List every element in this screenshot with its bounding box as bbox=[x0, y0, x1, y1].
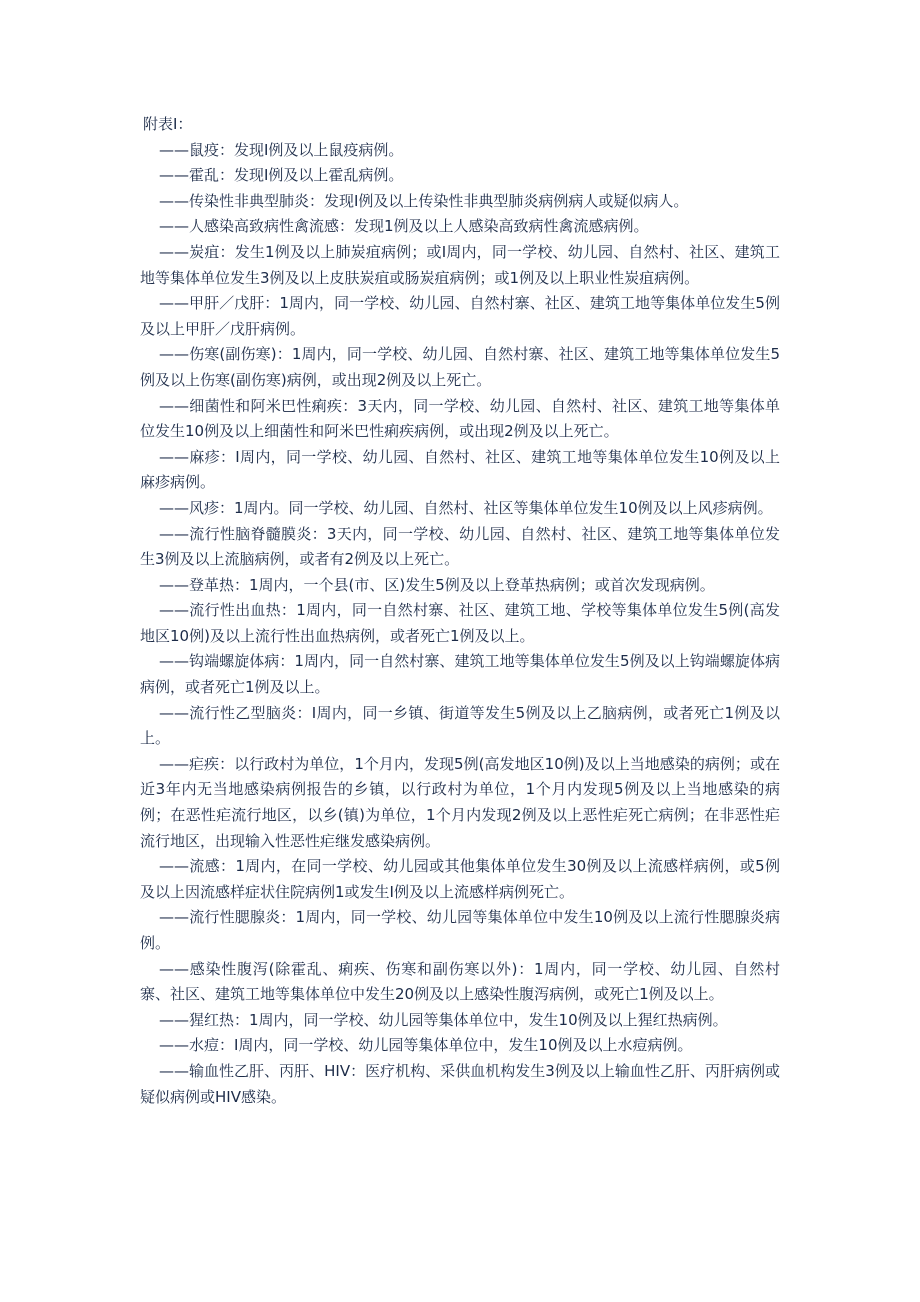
criteria-paragraph: ——输血性乙肝、丙肝、HIV：医疗机构、采供血机构发生3例及以上输血性乙肝、丙肝病例或疑似病例或HIV感染。 bbox=[140, 1061, 780, 1106]
criteria-paragraph: ——猩红热：1周内，同一学校、幼儿园等集体单位中，发生10例及以上猩红热病例。 bbox=[159, 1010, 728, 1029]
criteria-paragraph: ——流行性腮腺炎：1周内，同一学校、幼儿园等集体单位中发生10例及以上流行性腮腺炎病例。 bbox=[140, 908, 780, 952]
criteria-paragraph: ——甲肝／戊肝：1周内，同一学校、幼儿园、自然村寨、社区、建筑工地等集体单位发生5例及以上甲肝／戊肝病例。 bbox=[140, 294, 780, 338]
criteria-paragraph: ——流行性乙型脑炎：Ⅰ周内，同一乡镇、街道等发生5例及以上乙脑病例，或者死亡1例及以上。 bbox=[140, 703, 780, 748]
criteria-paragraph: ——鼠疫：发现Ⅰ例及以上鼠疫病例。 bbox=[159, 140, 404, 159]
criteria-paragraph: ——风疹：1周内。同一学校、幼儿园、自然村、社区等集体单位发生10例及以上风疹病例。 bbox=[159, 498, 773, 517]
criteria-paragraph: ——钩端螺旋体病：1周内，同一自然村寨、建筑工地等集体单位发生5例及以上钩端螺旋体病病例，或者死亡1例及以上。 bbox=[140, 652, 780, 697]
document-title: 附表Ⅰ： bbox=[143, 115, 193, 133]
criteria-paragraph: ——伤寒(副伤寒)：1周内，同一学校、幼儿园、自然村寨、社区、建筑工地等集体单位发生5例及以上伤寒(副伤寒)病例，或出现2例及以上死亡。 bbox=[140, 345, 780, 389]
criteria-paragraph: ——疟疾：以行政村为单位，1个月内，发现5例(高发地区10例)及以上当地感染的病例；或在近3年内无当地感染病例报告的乡镇，以行政村为单位，1个月内发现5例及以上当地感染的病例；在恶性疟流行地区，以乡(镇)为单位，1个月内发现2例及以上恶性疟死亡病例；在非恶性疟流行地区，出现输入性恶性疟继发感染病例。 bbox=[140, 754, 780, 850]
criteria-paragraph: ——人感染高致病性禽流感：发现1例及以上人感染高致病性禽流感病例。 bbox=[159, 217, 649, 236]
criteria-paragraph: ——流感：1周内，在同一学校、幼儿园或其他集体单位发生30例及以上流感样病例，或5例及以上因流感样症状住院病例1或发生Ⅰ例及以上流感样病例死亡。 bbox=[140, 857, 780, 901]
criteria-paragraph: ——水痘：Ⅰ周内，同一学校、幼儿园等集体单位中，发生10例及以上水痘病例。 bbox=[159, 1036, 693, 1055]
criteria-paragraph: ——登革热：1周内，一个县(市、区)发生5例及以上登革热病例；或首次发现病例。 bbox=[159, 575, 715, 594]
criteria-paragraph: ——流行性脑脊髓膜炎：3天内，同一学校、幼儿园、自然村、社区、建筑工地等集体单位发生3例及以上流脑病例，或者有2例及以上死亡。 bbox=[140, 524, 780, 569]
criteria-paragraph: ——麻疹：Ⅰ周内，同一学校、幼儿园、自然村、社区、建筑工地等集体单位发生10例及以上麻疹病例。 bbox=[140, 447, 780, 492]
document-body bbox=[140, 112, 780, 1110]
criteria-paragraph: ——霍乱：发现Ⅰ例及以上霍乱病例。 bbox=[159, 166, 404, 185]
criteria-paragraph: ——感染性腹泻(除霍乱、痢疾、伤寒和副伤寒以外)：1周内，同一学校、幼儿园、自然村寨、社区、建筑工地等集体单位中发生20例及以上感染性腹泻病例，或死亡1例及以上。 bbox=[140, 959, 780, 1004]
criteria-paragraph: ——炭疽：发生1例及以上肺炭疽病例；或Ⅰ周内，同一学校、幼儿园、自然村、社区、建筑工地等集体单位发生3例及以上皮肤炭疽或肠炭疽病例；或1例及以上职业性炭疽病例。 bbox=[140, 242, 780, 287]
criteria-paragraph: ——传染性非典型肺炎：发现Ⅰ例及以上传染性非典型肺炎病例病人或疑似病人。 bbox=[159, 191, 689, 210]
criteria-paragraph: ——流行性出血热：1周内，同一自然村寨、社区、建筑工地、学校等集体单位发生5例(高发地区10例)及以上流行性出血热病例，或者死亡1例及以上。 bbox=[140, 601, 780, 645]
criteria-paragraph: ——细菌性和阿米巴性痢疾：3天内，同一学校、幼儿园、自然村、社区、建筑工地等集体单位发生10例及以上细菌性和阿米巴性痢疾病例，或出现2例及以上死亡。 bbox=[140, 396, 780, 441]
